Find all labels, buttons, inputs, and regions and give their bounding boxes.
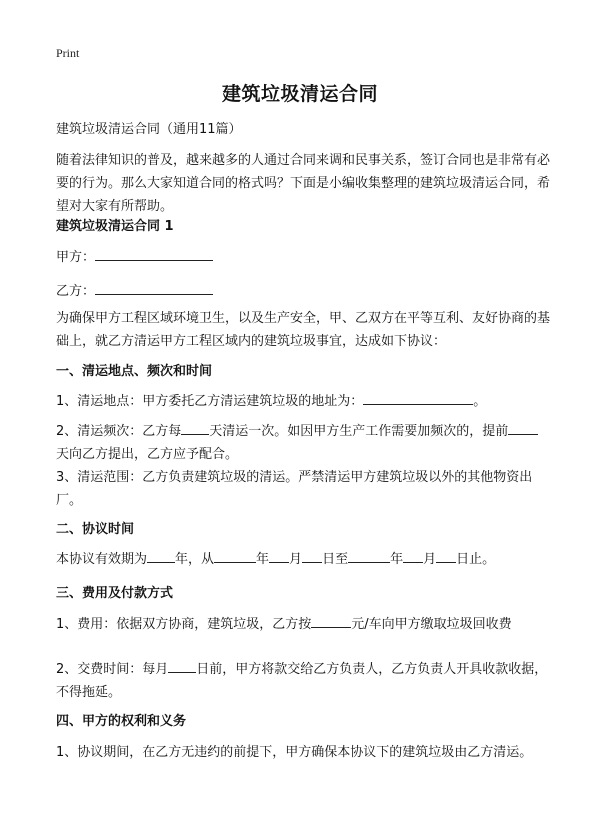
- section1-item2-b: 天清运一次。如因甲方生产工作需要加频次的，提前: [209, 424, 509, 439]
- section2-p1: 本协议有效期为: [56, 552, 148, 567]
- section2-p8: 日止。: [456, 552, 496, 567]
- section1-item2-a: 2、清运频次：乙方每: [56, 424, 182, 439]
- party-a-label: 甲方：: [56, 250, 96, 265]
- section2-p6: 年: [390, 552, 404, 567]
- section1-heading: 一、清运地点、频次和时间: [56, 364, 213, 379]
- section2-heading: 二、协议时间: [56, 522, 135, 537]
- party-b-label: 乙方：: [56, 284, 96, 299]
- section2-p4: 月: [289, 552, 303, 567]
- section2-p7: 月: [423, 552, 437, 567]
- section1-item1-text: 1、清运地点：甲方委托乙方清运建筑垃圾的地址为：: [56, 394, 364, 409]
- frequency-blank: [181, 420, 209, 435]
- notice-days-blank: [508, 420, 538, 435]
- end-day-blank: [436, 548, 456, 563]
- section3-item2-end: 日前，甲方将款交给乙方负责人，乙方负责人开具收款收据，不得拖延。: [56, 662, 548, 700]
- section3-item2-text: 2、交费时间：每月: [56, 662, 169, 677]
- fee-blank: [311, 613, 351, 628]
- section1-item3: 3、清运范围：乙方负责建筑垃圾的清运。严禁清运甲方建筑垃圾以外的其他物资出厂。: [56, 470, 533, 508]
- party-a-blank: [95, 246, 213, 261]
- payment-day-blank: [168, 658, 196, 673]
- page-title: 建筑垃圾清运合同: [221, 83, 378, 105]
- section2-p2: 年，从: [175, 552, 215, 567]
- years-blank: [147, 548, 175, 563]
- section3-item1-text: 1、费用：依据双方协商，建筑垃圾，乙方按: [56, 617, 312, 632]
- section1-item2: [56, 420, 551, 466]
- section3-item1: [56, 613, 551, 636]
- section3-item1-end: 元/车向甲方缴取垃圾回收费: [351, 617, 512, 632]
- section3-heading: 三、费用及付款方式: [56, 586, 174, 601]
- section1-item2-c: 天向乙方提出，乙方应予配合。: [56, 447, 239, 462]
- party-a-line: [56, 246, 551, 269]
- end-year-blank: [348, 548, 390, 563]
- print-link[interactable]: Print: [56, 46, 80, 60]
- section2-paragraph: [56, 548, 551, 571]
- subtitle: 建筑垃圾清运合同（通用11篇）: [56, 122, 242, 137]
- start-year-blank: [214, 548, 256, 563]
- contract-heading: 建筑垃圾清运合同 1: [56, 219, 174, 234]
- party-b-blank: [95, 280, 213, 295]
- section3-item2: [56, 658, 551, 704]
- section1-item1-end: 。: [473, 394, 487, 409]
- intro-paragraph: 随着法律知识的普及，越来越多的人通过合同来调和民事关系，签订合同也是非常有必要的行为。那么大家知道合同的格式吗？下面是小编收集整理的建筑垃圾清运合同，希望对大家有所帮助。: [56, 153, 551, 214]
- section4-item1: 1、协议期间，在乙方无违约的前提下，甲方确保本协议下的建筑垃圾由乙方清运。: [56, 745, 533, 760]
- end-month-blank: [403, 548, 423, 563]
- start-month-blank: [269, 548, 289, 563]
- section1-item1: [56, 390, 551, 413]
- party-b-line: [56, 280, 551, 303]
- section2-p5: 日至: [322, 552, 349, 567]
- section4-heading: 四、甲方的权利和义务: [56, 714, 187, 729]
- section2-p3: 年: [256, 552, 270, 567]
- address-blank: [363, 390, 473, 405]
- start-day-blank: [302, 548, 322, 563]
- preamble-paragraph: 为确保甲方工程区域环境卫生，以及生产安全，甲、乙双方在平等互利、友好协商的基础上，就乙方清运甲方工程区域内的建筑垃圾事宜，达成如下协议：: [56, 311, 551, 349]
